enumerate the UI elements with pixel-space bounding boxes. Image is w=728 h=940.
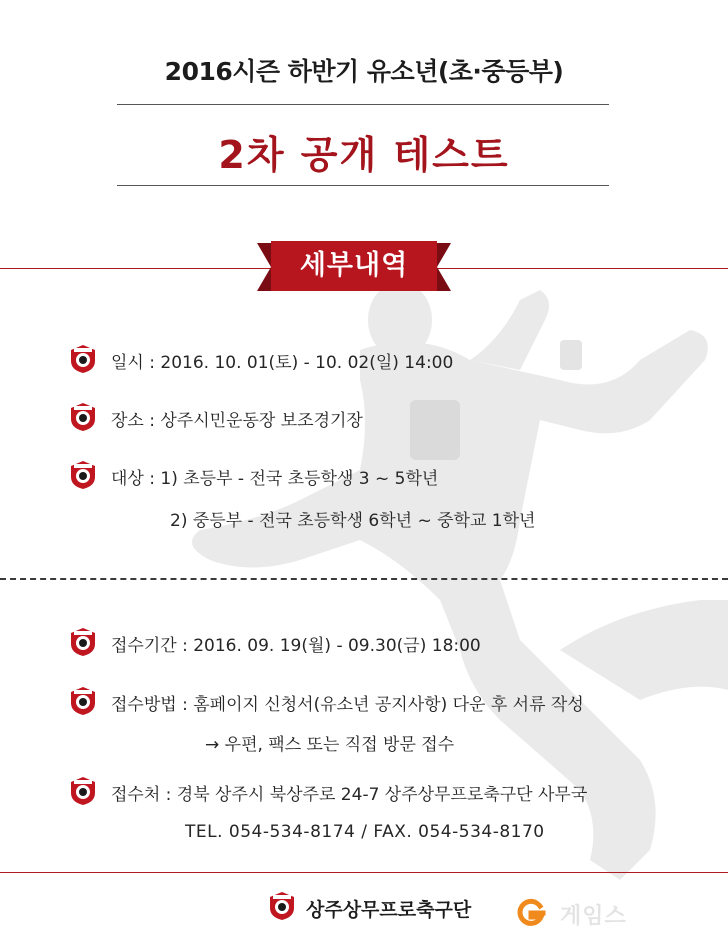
target-text-line1: 대상 : 1) 초등부 - 전국 초등학생 3 ~ 5학년 <box>111 469 439 489</box>
sangju-sangmu-emblem-icon <box>69 402 97 432</box>
period-text: 접수기간 : 2016. 09. 19(월) - 09.30(금) 18:00 <box>111 636 481 656</box>
method-text-line2: → 우편, 팩스 또는 직접 방문 접수 <box>205 735 455 755</box>
section-label: 세부내역 <box>299 250 409 281</box>
place-text: 접수처 : 경북 상주시 북상주로 24-7 상주상무프로축구단 사무국 <box>111 785 588 805</box>
sangju-sangmu-emblem-icon <box>69 460 97 490</box>
venue-text: 장소 : 상주시민운동장 보조경기장 <box>111 411 363 431</box>
subtitle-divider <box>117 185 609 186</box>
sangju-sangmu-emblem-icon <box>69 686 97 716</box>
title-divider <box>117 104 609 105</box>
method-text-line1: 접수방법 : 홈페이지 신청서(유소년 공지사항) 다운 후 서류 작성 <box>111 695 584 715</box>
target-text-line2: 2) 중등부 - 전국 초등학생 6학년 ~ 중학교 1학년 <box>170 511 536 531</box>
footer-club-name: 상주상무프로축구단 <box>306 899 472 921</box>
footer-divider <box>0 872 728 873</box>
sangju-sangmu-emblem-icon <box>69 776 97 806</box>
page-title: 2016시즌 하반기 유소년(초·중등부) <box>164 57 564 86</box>
g-logo-icon <box>516 898 546 928</box>
schedule-text: 일시 : 2016. 10. 01(토) - 10. 02(일) 14:00 <box>111 353 454 373</box>
contact-text: TEL. 054-534-8174 / FAX. 054-534-8170 <box>185 822 545 842</box>
sangju-sangmu-emblem-icon <box>268 891 296 921</box>
sangju-sangmu-emblem-icon <box>69 627 97 657</box>
page-subtitle: 2차 공개 테스트 <box>218 133 510 177</box>
sangju-sangmu-emblem-icon <box>69 344 97 374</box>
dashed-divider <box>0 578 728 580</box>
watermark-text: 게임스 <box>560 904 627 929</box>
